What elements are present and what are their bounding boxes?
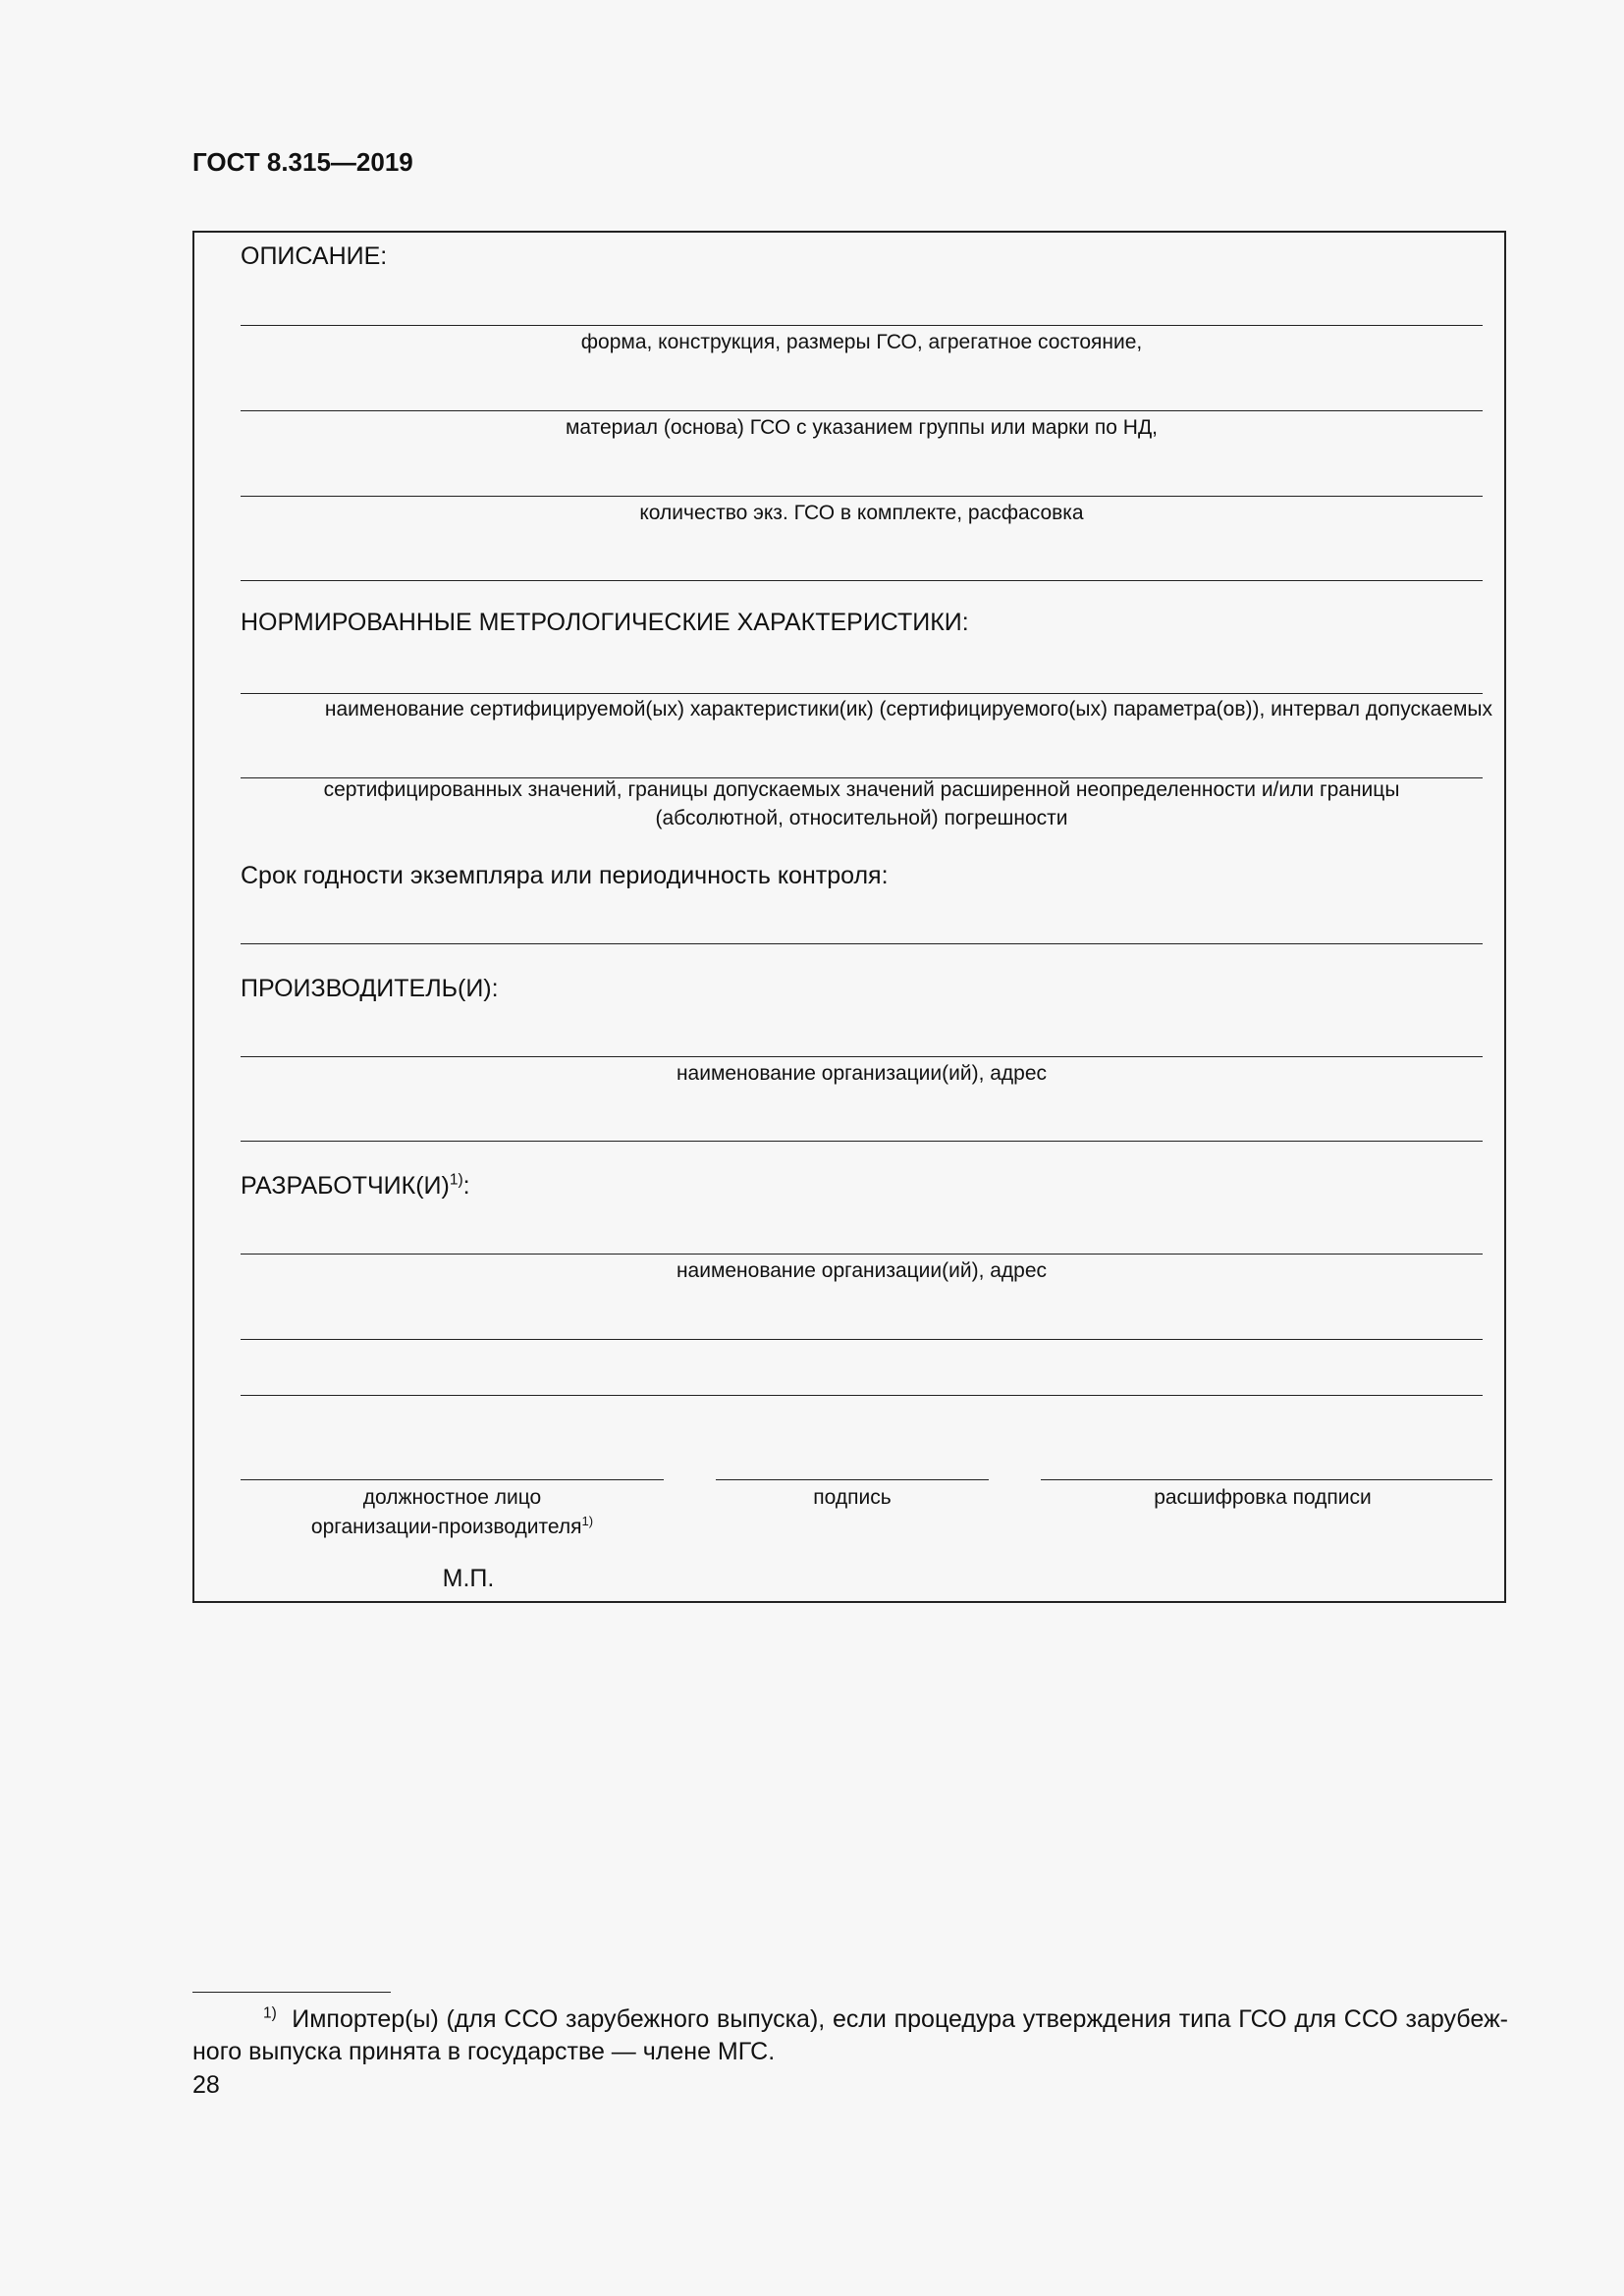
manufacturer-label: ПРОИЗВОДИТЕЛЬ(И): [241,975,499,1002]
footnote-mark: 1) [263,2004,277,2022]
developer-caption: наименование организации(ий), адрес [676,1259,1048,1282]
description-caption-1: форма, конструкция, размеры ГСО, агрегатное состояние, [580,331,1143,353]
stamp-label: М.П. [442,1565,495,1592]
manufacturer-line-2[interactable] [241,1141,1483,1142]
description-caption-3: количество экз. ГСО в комплекте, расфасовка [639,502,1084,524]
footnote-separator [192,1992,391,1993]
metrology-caption-3: (абсолютной, относительной) погрешности [655,807,1068,829]
manufacturer-caption: наименование организации(ий), адрес [676,1062,1048,1085]
developer-line-1[interactable] [241,1254,1483,1255]
signature-line[interactable] [716,1479,989,1480]
developer-footnote-mark: 1) [449,1171,463,1189]
document-header-title: ГОСТ 8.315—2019 [192,147,413,177]
official-caption: должностное лицо организации-производителя$^{1)}$ [310,1486,594,1538]
developer-label: $РАЗРАБОТЧИК(И)^{1)}$: [241,1171,470,1200]
manufacturer-line-1[interactable] [241,1056,1483,1057]
metrology-caption-2: сертифицированных значений, границы допускаемых значений расширенной неопределенности и/или границы [323,778,1400,801]
shelf-life-label: Срок годности экземпляра или периодичность контроля: [241,862,889,889]
description-line-2[interactable] [241,410,1483,411]
footnote-text-line2: ного выпуска принята в государстве — члене МГС. [192,2038,776,2065]
developer-line-2[interactable] [241,1339,1483,1340]
metrology-line-1[interactable] [241,693,1483,694]
footnote [192,2003,1508,2068]
metrology-label: НОРМИРОВАННЫЕ МЕТРОЛОГИЧЕСКИЕ ХАРАКТЕРИСТИКИ: [241,609,969,636]
metrology-caption-1: наименование сертифицируемой(ых) характеристики(ик) (сертифицируемого(ых) параметра(ов)), интервал допускаемых [324,698,1492,721]
description-label: ОПИСАНИЕ: [241,242,388,270]
footnote-text-line1: Импортер(ы) (для ССО зарубежного выпуска), если процедура утверждения типа ГСО для ССО зарубеж- [292,2005,1508,2033]
signature-decoding-line[interactable] [1041,1479,1492,1480]
description-caption-2: материал (основа) ГСО с указанием группы или марки по НД, [565,416,1159,439]
official-line[interactable] [241,1479,664,1480]
description-line-4[interactable] [241,580,1483,581]
signature-caption: подпись [813,1486,892,1509]
shelf-life-line[interactable] [241,943,1483,944]
page-number: 28 [192,2071,220,2099]
description-line-3[interactable] [241,496,1483,497]
developer-line-3[interactable] [241,1395,1483,1396]
official-footnote-mark: 1) [581,1514,594,1529]
description-line-1[interactable] [241,325,1483,326]
signature-decoding-caption: расшифровка подписи [1154,1486,1372,1509]
